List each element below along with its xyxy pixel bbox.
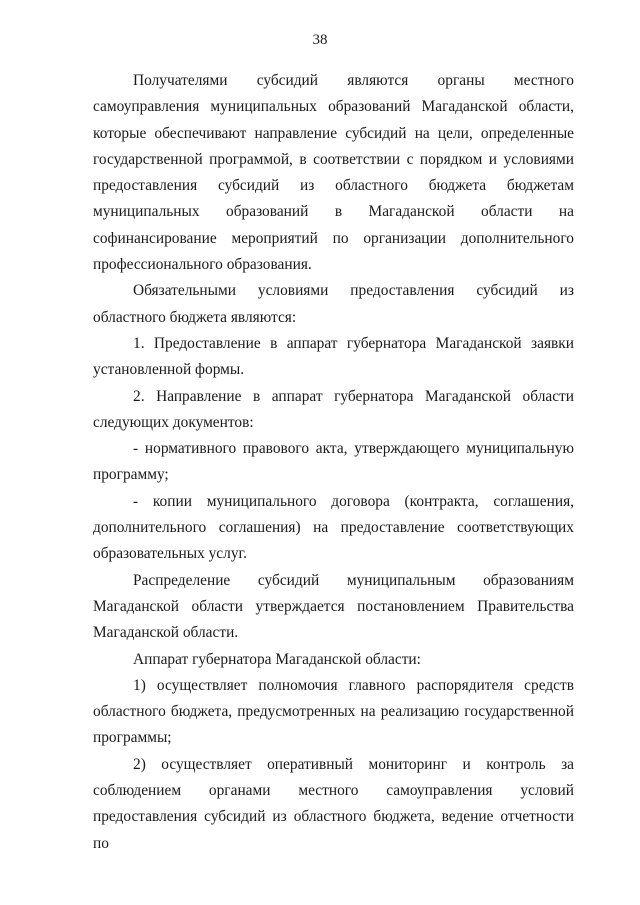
paragraph-recipients: Получателями субсидий являются органы местного самоуправления муниципальных образований Магаданской области, которые обеспечивают направление субсидий на цели, определенные государственной программой, в соответствии с порядком и условиями предоставления субсидий из областного бюджета бюджетам муниципальных образований в Магаданской области на софинансирование мероприятий по организации дополнительного профессионального образования. — [93, 72, 574, 274]
paragraph-apparatus-1: 1) осуществляет полномочия главного распорядителя средств областного бюджета, предусмотренных на реализацию государственной программы; — [93, 676, 574, 747]
document-body — [93, 68, 574, 857]
paragraph-apparatus-intro: Аппарат губернатора Магаданской области: — [133, 650, 421, 668]
paragraph-condition-1: 1. Предоставление в аппарат губернатора Магаданской заявки установленной формы. — [93, 334, 574, 379]
page-number: 38 — [312, 32, 328, 48]
paragraph-document-act: - нормативного правового акта, утверждающего муниципальную программу; — [93, 440, 574, 484]
paragraph-document-contract: - копии муниципального договора (контракта, соглашения, дополнительного соглашения) на предоставление соответствующих образовательных услуг. — [93, 492, 574, 563]
paragraph-apparatus-2: 2) осуществляет оперативный мониторинг и контроль за соблюдением органами местного самоуправления условий предоставления субсидий из областного бюджета, ведение отчетности по — [93, 755, 574, 852]
paragraph-condition-2: 2. Направление в аппарат губернатора Магаданской области следующих документов: — [93, 387, 574, 431]
paragraph-conditions-intro: Обязательными условиями предоставления субсидий из областного бюджета являются: — [93, 282, 574, 326]
paragraph-distribution: Распределение субсидий муниципальным образованиям Магаданской области утверждается постановлением Правительства Магаданской области. — [93, 571, 574, 642]
